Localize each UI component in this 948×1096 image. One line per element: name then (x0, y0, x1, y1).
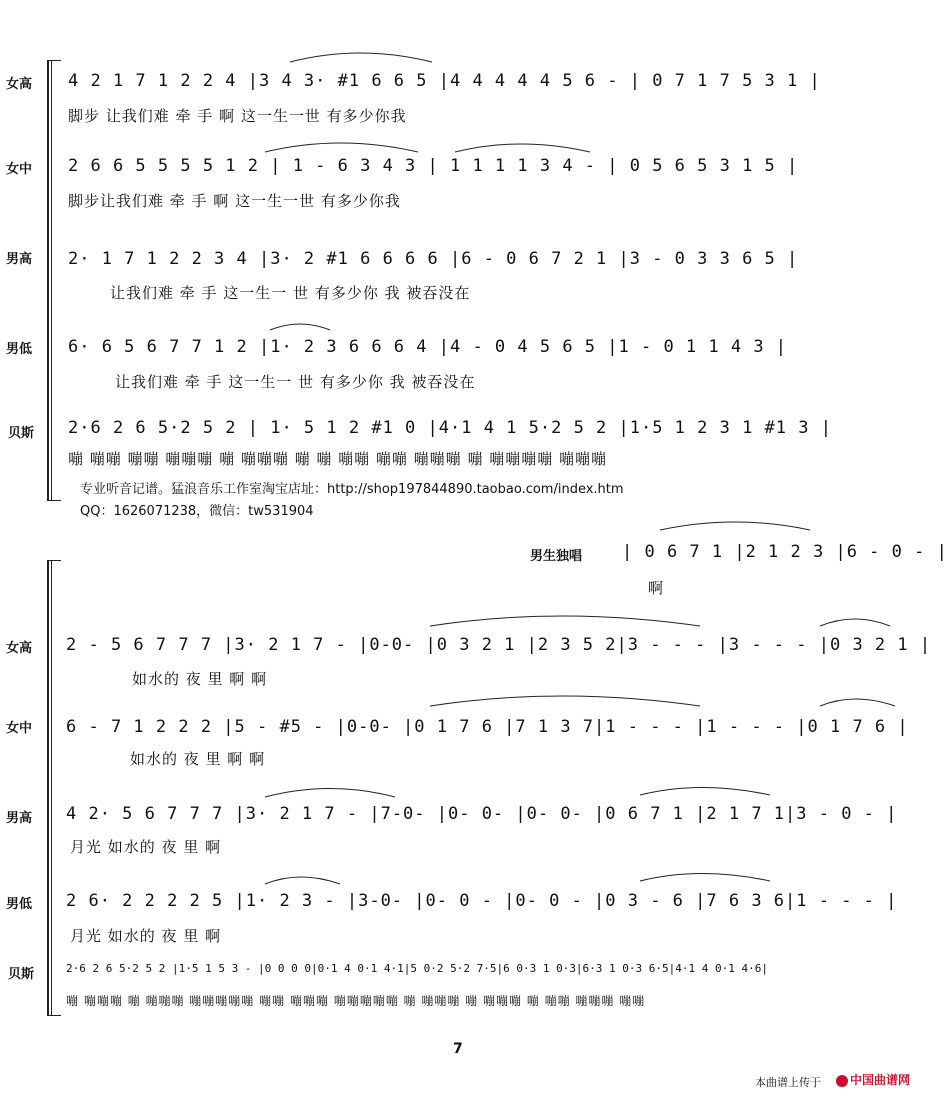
part-label-alto: 女中 (6, 162, 33, 177)
notes-bass: 2·6 2 6 5·2 5 2 | 1· 5 1 2 #1 0 |4·1 4 1 5·2 5 2 |1·5 1 2 3 1 #1 3 | (68, 418, 832, 438)
lyrics-bass-2: 嘣 嘣嘣嘣 嘣 嘣嘣嘣 嘣嘣嘣嘣嘣 嘣嘣 嘣嘣嘣 嘣嘣嘣嘣嘣 嘣 嘣嘣嘣 嘣 嘣嘣嘣 嘣 嘣嘣 嘣嘣嘣 嘣嘣 (66, 994, 646, 1008)
part-label-bass-voice: 男低 (6, 342, 33, 357)
lyrics-bass-voice-2: 月光 如水的 夜 里 啊 (70, 927, 222, 945)
notes-alto-2: 6 - 7 1 2 2 2 |5 - #5 - |0-0- |0 1 7 6 |7 1 3 7|1 - - - |1 - - - |0 1 7 6 | (66, 717, 909, 737)
lyrics-tenor-2: 月光 如水的 夜 里 啊 (70, 838, 222, 856)
lyrics-solo: 啊 (648, 579, 665, 597)
lyrics-bass-voice: 让我们难 牵 手 这一生一 世 有多少你 我 被吞没在 (115, 373, 476, 391)
part-label-soprano-2: 女高 (6, 641, 33, 656)
lyrics-tenor: 让我们难 牵 手 这一生一 世 有多少你 我 被吞没在 (110, 284, 471, 302)
notes-bass-2: 2·6 2 6 5·2 5 2 |1·5 1 5 3 - |0 0 0 0|0·1 4 0·1 4·1|5 0·2 5·2 7·5|6 0·3 1 0·3|6·3 1 0·3 6·5|4·1 4 0·1 4·6| (66, 962, 768, 975)
notes-tenor: 2· 1 7 1 2 2 3 4 |3· 2 #1 6 6 6 6 |6 - 0 6 7 2 1 |3 - 0 3 3 6 5 | (68, 249, 799, 269)
notes-bass-voice: 6· 6 5 6 7 7 1 2 |1· 2 3 6 6 6 4 |4 - 0 4 5 6 5 |1 - 0 1 1 4 3 | (68, 337, 788, 357)
credit-line-2: QQ：1626071238，微信：tw531904 (80, 504, 314, 519)
notes-tenor-2: 4 2· 5 6 7 7 7 |3· 2 1 7 - |7-0- |0- 0- |0- 0- |0 6 7 1 |2 1 7 1|3 - 0 - | (66, 804, 898, 824)
lyrics-soprano: 脚步 让我们难 牵 手 啊 这一生一世 有多少你我 (68, 107, 407, 125)
logo-icon (836, 1075, 848, 1087)
lyrics-soprano-2: 如水的 夜 里 啊 啊 (132, 670, 268, 688)
lyrics-alto-2: 如水的 夜 里 啊 啊 (130, 750, 266, 768)
notes-soprano: 4 2 1 7 1 2 2 4 |3 4 3· #1 6 6 5 |4 4 4 4 4 5 6 - | 0 7 1 7 5 3 1 | (68, 71, 821, 91)
page-number: 7 (453, 1041, 463, 1057)
part-label-bass: 贝斯 (8, 426, 35, 441)
part-label-bass-2: 贝斯 (8, 967, 35, 982)
credit-line-1: 专业听音记谱。猛浪音乐工作室淘宝店址：http://shop197844890.taobao.com/index.htm (80, 482, 624, 497)
site-logo: 中国曲谱网 (836, 1071, 910, 1088)
part-label-tenor-2: 男高 (6, 811, 33, 826)
part-label-alto-2: 女中 (6, 721, 33, 736)
part-label-tenor: 男高 (6, 252, 33, 267)
solo-label: 男生独唱 (530, 549, 583, 564)
notes-bass-voice-2: 2 6· 2 2 2 2 5 |1· 2 3 - |3-0- |0- 0 - |0- 0 - |0 3 - 6 |7 6 3 6|1 - - - | (66, 891, 898, 911)
part-label-bass-voice-2: 男低 (6, 897, 33, 912)
part-label-soprano: 女高 (6, 77, 33, 92)
lyrics-alto: 脚步让我们难 牵 手 啊 这一生一世 有多少你我 (68, 192, 401, 210)
notes-soprano-2: 2 - 5 6 7 7 7 |3· 2 1 7 - |0-0- |0 3 2 1 |2 3 5 2|3 - - - |3 - - - |0 3 2 1 | (66, 635, 932, 655)
notes-alto: 2 6 6 5 5 5 5 1 2 | 1 - 6 3 4 3 | 1 1 1 1 3 4 - | 0 5 6 5 3 1 5 | (68, 156, 799, 176)
lyrics-bass: 嘣 嘣嘣 嘣嘣 嘣嘣嘣 嘣 嘣嘣嘣 嘣 嘣 嘣嘣 嘣嘣 嘣嘣嘣 嘣 嘣嘣嘣嘣 嘣嘣嘣 (68, 450, 607, 468)
notes-solo: | 0 6 7 1 |2 1 2 3 |6 - 0 - | (622, 542, 948, 562)
footer-text: 本曲谱上传于 (755, 1076, 821, 1089)
